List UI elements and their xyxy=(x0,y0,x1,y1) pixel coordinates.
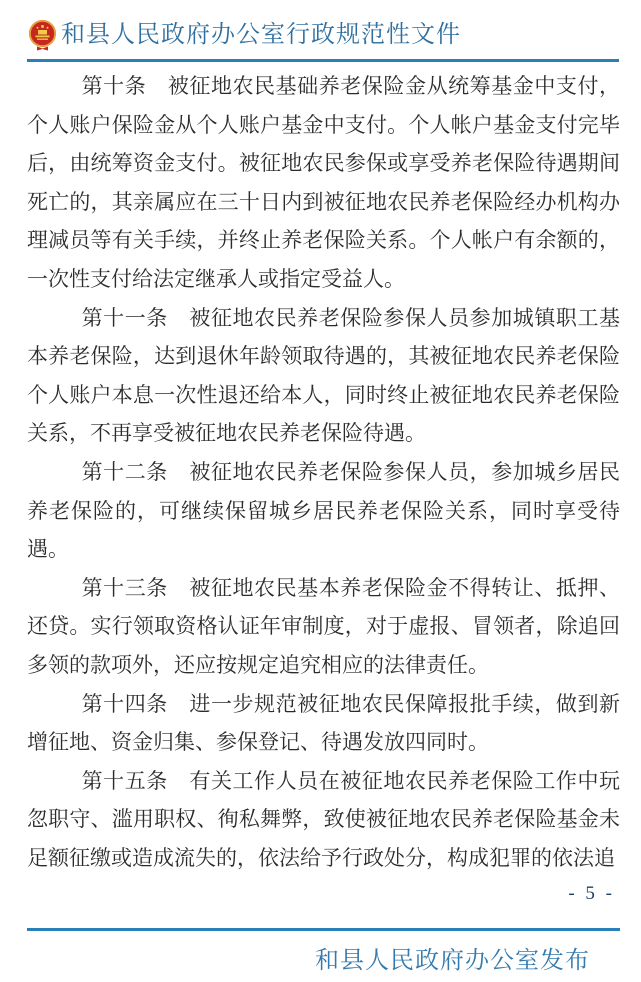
paragraph-article-13: 第十三条 被征地农民基本养老保险金不得转让、抵押、还贷。实行领取资格认证年审制度，对于虚报、冒领者，除追回多领的款项外，还应按规定追究相应的法律责任。 xyxy=(27,575,620,677)
paragraph-article-15: 第十五条 有关工作人员在被征地农民养老保险工作中玩忽职守、滥用职权、徇私舞弊，致使被征地农民养老保险基金未足额征缴或造成流失的，依法给予行政处分，构成犯罪的依法追 xyxy=(27,768,620,870)
header-divider-line xyxy=(27,59,619,62)
paragraph-article-11: 第十一条 被征地农民养老保险参保人员参加城镇职工基本养老保险，达到退休年龄领取待遇的，其被征地农民养老保险个人账户本息一次性退还给本人，同时终止被征地农民养老保险关系，不再享受被征地农民养老保险待遇。 xyxy=(27,305,620,446)
paragraph-article-10: 第十条 被征地农民基础养老保险金从统筹基金中支付，个人账户保险金从个人账户基金中支付。个人帐户基金支付完毕后，由统筹资金支付。被征地农民参保或享受养老保险待遇期间死亡的，其亲属应在三十日内到被征地农民养老保险经办机构办理减员等有关手续，并终止养老保险关系。个人帐户有余额的，一次性支付给法定继承人或指定受益人。 xyxy=(27,74,620,291)
document-body xyxy=(27,67,620,877)
paragraph-article-12: 第十二条 被征地农民养老保险参保人员，参加城乡居民养老保险的，可继续保留城乡居民养老保险关系，同时享受待遇。 xyxy=(27,459,620,562)
header-title: 和县人民政府办公室行政规范性文件 xyxy=(61,22,461,48)
document-header xyxy=(27,19,619,52)
footer-divider-line xyxy=(27,928,620,931)
paragraph-article-14: 第十四条 进一步规范被征地农民保障报批手续，做到新增征地、资金归集、参保登记、待遇发放四同时。 xyxy=(27,691,620,755)
national-emblem-icon xyxy=(27,19,58,52)
page-number: - 5 - xyxy=(568,883,615,904)
footer-publisher: 和县人民政府办公室发布 xyxy=(315,948,590,974)
